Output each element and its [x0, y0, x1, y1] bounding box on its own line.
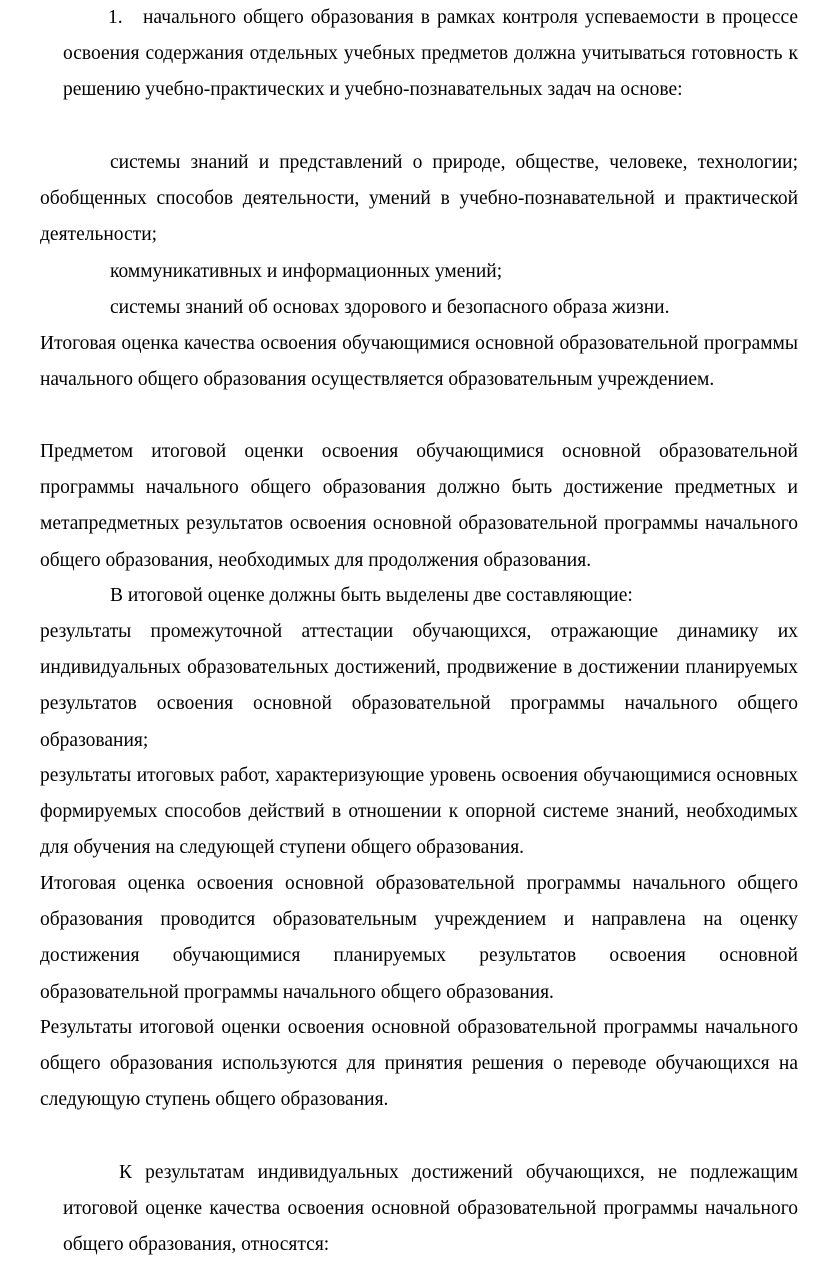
- paragraph-intermediate: результаты промежуточной аттестации обучающихся, отражающие динамику их индивидуальных образовательных достижений, продвижение в достижении планируемых результатов освоения основной образовательной программы начального общего образования;: [40, 621, 798, 751]
- paragraph-communicative: коммуникативных и информационных умений;: [110, 261, 503, 282]
- list-item-text: начального общего образования в рамках контроля успеваемости в процессе освоения содержания отдельных учебных предметов должна учитываться готовность к решению учебно-практических и учебно-познавательных задач на основе:: [63, 7, 798, 101]
- list-item-1: [0, 0, 816, 145]
- paragraph-individual: К результатам индивидуальных достижений обучающихся, не подлежащим итоговой оценке качества освоения основной образовательной программы начального общего образования, относятся:: [63, 1162, 798, 1256]
- list-number: 1.: [108, 7, 123, 28]
- paragraph-systems: системы знаний и представлений о природе, обществе, человеке, технологии; обобщенных способов деятельности, умений в учебно-познавательной и практической деятельности;: [40, 152, 798, 246]
- paragraph-subject: Предметом итоговой оценки освоения обучающимися основной образовательной программы начального общего образования должно быть достижение предметных и метапредметных результатов освоения основной образовательной программы начального общего образования, необходимых для продолжения образования.: [40, 441, 798, 571]
- paragraph-final-quality: Итоговая оценка качества освоения обучающимися основной образовательной программы начального общего образования осуществляется образовательным учреждением.: [40, 333, 798, 391]
- paragraph-results-used: Результаты итоговой оценки освоения основной образовательной программы начального общего образования используются для принятия решения о переводе обучающихся на следующую ступень общего образования.: [40, 1017, 798, 1111]
- paragraph-final-works: результаты итоговых работ, характеризующие уровень освоения обучающимися основных формируемых способов действий в отношении к опорной системе знаний, необходимых для обучения на следующей ступени общего образования.: [40, 765, 798, 859]
- paragraph-conducted: Итоговая оценка освоения основной образовательной программы начального общего образования проводится образовательным учреждением и направлена на оценку достижения обучающимися планируемых результатов освоения основной образовательной программы начального общего образования.: [40, 873, 798, 1003]
- paragraph-health: системы знаний об основах здорового и безопасного образа жизни.: [110, 297, 670, 318]
- paragraph-two-components: В итоговой оценке должны быть выделены две составляющие:: [110, 585, 633, 606]
